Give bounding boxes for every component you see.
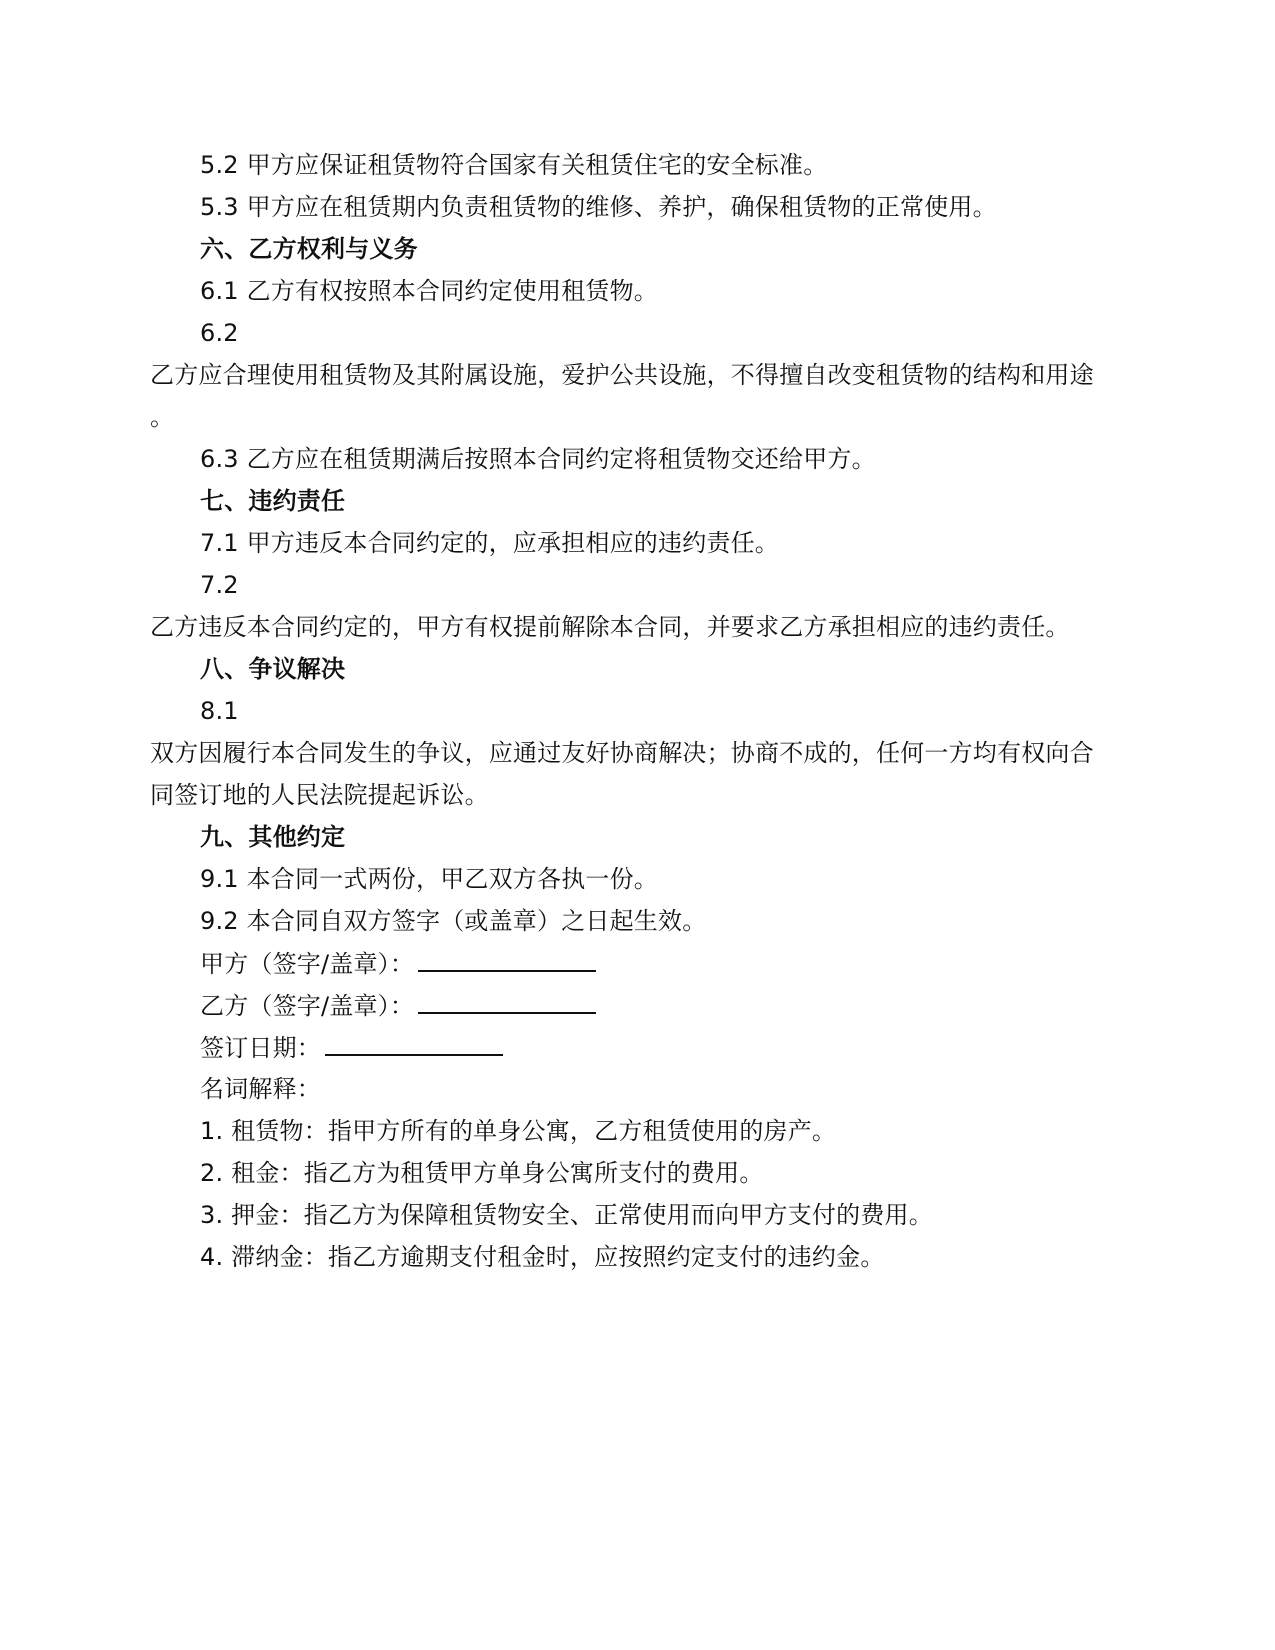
clause-6-3: 6.3 乙方应在租赁期满后按照本合同约定将租赁物交还给甲方。 (200, 445, 876, 473)
glossary-title: 名词解释： (200, 1075, 321, 1103)
clause-6-2-number: 6.2 (200, 319, 239, 347)
signature-party-a (200, 948, 596, 979)
clause-5-2: 5.2 甲方应保证租赁物符合国家有关租赁住宅的安全标准。 (200, 151, 828, 179)
clause-8-1-text-continued: 同签订地的人民法院提起诉讼。 (150, 781, 489, 809)
glossary-item: 2. 租金：指乙方为租赁甲方单身公寓所支付的费用。 (200, 1159, 764, 1187)
section-heading-9: 九、其他约定 (200, 823, 346, 851)
signing-date-blank (325, 1032, 503, 1056)
signature-party-b (200, 990, 596, 1021)
glossary-item: 3. 押金：指乙方为保障租赁物安全、正常使用而向甲方支付的费用。 (200, 1201, 933, 1229)
section-heading-6: 六、乙方权利与义务 (200, 235, 418, 263)
clause-7-2-number: 7.2 (200, 571, 239, 599)
clause-9-2: 9.2 本合同自双方签字（或盖章）之日起生效。 (200, 907, 707, 935)
clause-5-3: 5.3 甲方应在租赁期内负责租赁物的维修、养护，确保租赁物的正常使用。 (200, 193, 997, 221)
clause-7-2-text: 乙方违反本合同约定的，甲方有权提前解除本合同，并要求乙方承担相应的违约责任。 (150, 613, 1070, 641)
clause-6-2-end: 。 (150, 403, 175, 431)
glossary-item: 4. 滞纳金：指乙方逾期支付租金时，应按照约定支付的违约金。 (200, 1243, 885, 1271)
clause-8-1-number: 8.1 (200, 697, 239, 725)
signature-party-a-blank (418, 948, 596, 972)
signature-party-b-label: 乙方（签字/盖章）： (200, 992, 415, 1020)
section-heading-8: 八、争议解决 (200, 655, 346, 683)
clause-9-1: 9.1 本合同一式两份，甲乙双方各执一份。 (200, 865, 658, 893)
glossary-item: 1. 租赁物：指甲方所有的单身公寓，乙方租赁使用的房产。 (200, 1117, 837, 1145)
clause-6-2-text: 乙方应合理使用租赁物及其附属设施，爱护公共设施，不得擅自改变租赁物的结构和用途 (150, 361, 1094, 389)
clause-7-1: 7.1 甲方违反本合同约定的，应承担相应的违约责任。 (200, 529, 779, 557)
signing-date (200, 1032, 503, 1063)
signing-date-label: 签订日期： (200, 1034, 321, 1062)
section-heading-7: 七、违约责任 (200, 487, 346, 515)
signature-party-a-label: 甲方（签字/盖章）： (200, 950, 415, 978)
signature-party-b-blank (418, 990, 596, 1014)
clause-8-1-text: 双方因履行本合同发生的争议，应通过友好协商解决；协商不成的，任何一方均有权向合 (150, 739, 1094, 767)
clause-6-1: 6.1 乙方有权按照本合同约定使用租赁物。 (200, 277, 658, 305)
